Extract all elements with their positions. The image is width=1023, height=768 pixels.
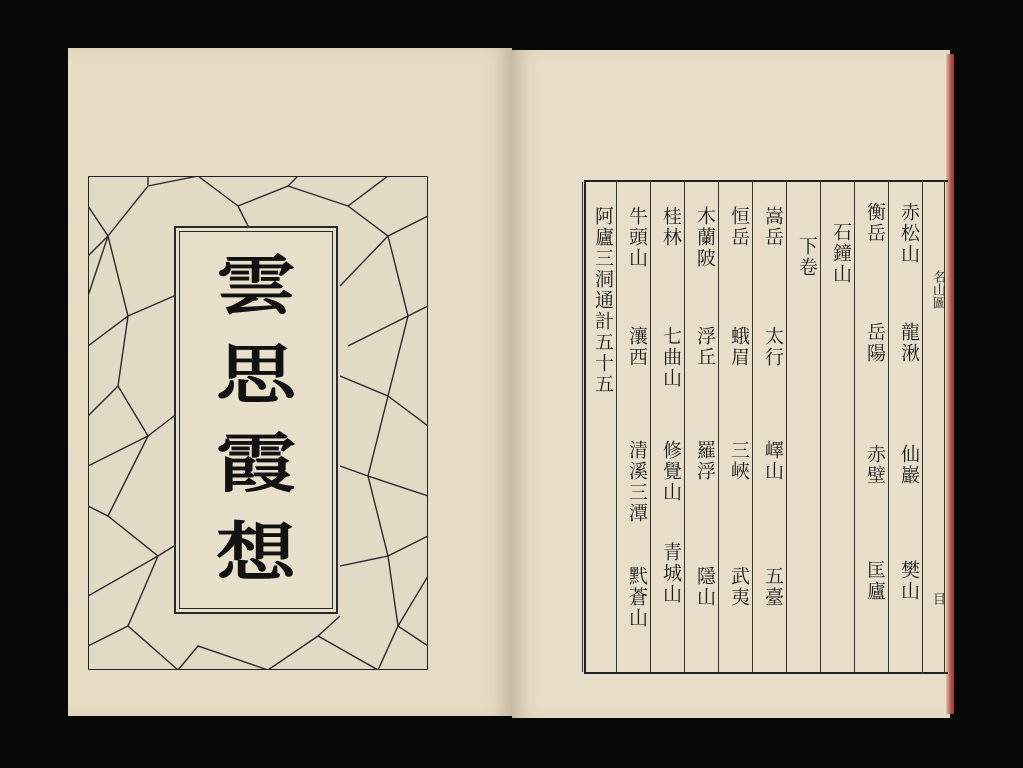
title-plate [174,226,338,614]
contents-entry: 隱山 [694,566,716,608]
contents-entry: 阿廬三洞通計五十五 [592,206,614,395]
table-of-contents [584,180,948,674]
title-char-3: 霞 [216,426,296,502]
edge-rule [922,180,923,674]
cover-panel [88,176,428,670]
contents-column [650,182,684,672]
contents-column [752,182,786,672]
contents-entry: 羅浮 [694,440,716,482]
contents-entry: 石鐘山 [830,222,852,285]
contents-column [582,182,616,672]
contents-entry: 衡岳 [864,202,886,244]
contents-entry: 樊山 [898,560,920,602]
contents-entry: 七曲山 [660,326,682,389]
contents-entry: 五臺 [762,566,784,608]
contents-entry: 恒岳 [728,206,750,248]
contents-column [820,182,854,672]
contents-entry: 嵩岳 [762,206,784,248]
contents-column [786,182,820,672]
contents-entry: 瀼西 [626,326,648,368]
contents-entry: 木蘭陂 [694,206,716,269]
contents-entry: 青城山 [660,542,682,605]
contents-entry: 浮丘 [694,326,716,368]
contents-entry: 赤松山 [898,202,920,265]
contents-column [616,182,650,672]
contents-entry: 黓蒼山 [626,566,648,629]
contents-entry: 太行 [762,326,784,368]
contents-entry: 赤壁 [864,444,886,486]
contents-column [888,182,922,672]
contents-entry: 清溪三潭 [626,440,648,524]
title-char-4: 想 [216,515,296,591]
edge-mark: 目 [930,592,945,605]
contents-column [684,182,718,672]
contents-entry: 牛頭山 [626,206,648,269]
contents-entry: 下卷 [796,236,818,278]
title-char-2: 思 [216,337,296,413]
contents-entry: 桂林 [660,206,682,248]
contents-entry: 蛾眉 [728,326,750,368]
contents-entry: 匡廬 [864,560,886,602]
contents-column [718,182,752,672]
contents-entry: 修覺山 [660,440,682,503]
title-char-1: 雲 [216,248,296,324]
edge-title: 名山圖 [930,270,945,309]
contents-entry: 岳陽 [864,322,886,364]
contents-entry: 仙巖 [898,444,920,486]
contents-entry: 龍湫 [898,322,920,364]
contents-entry: 三峽 [728,440,750,482]
contents-column [854,182,888,672]
contents-entry: 嶧山 [762,440,784,482]
contents-entry: 武夷 [728,566,750,608]
